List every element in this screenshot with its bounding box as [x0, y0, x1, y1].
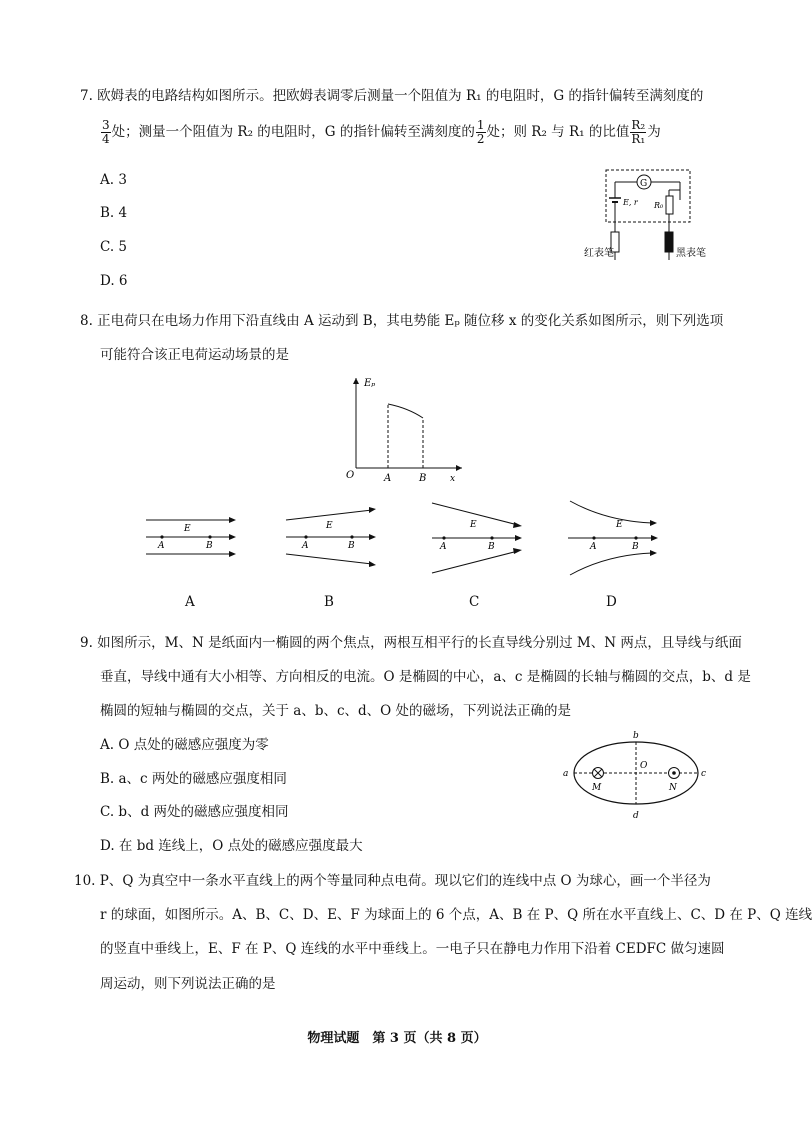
svg-text:N: N	[669, 783, 677, 793]
svg-text:E: E	[326, 521, 333, 531]
rheostat-r0-icon	[666, 196, 673, 214]
q8-option-a-field	[144, 510, 240, 564]
point-a	[592, 536, 595, 539]
svg-text:A: A	[158, 541, 165, 551]
q9-option-b: B. a、c 两处的磁感应强度相同	[100, 771, 287, 787]
q8-ep-x-graph	[340, 372, 470, 487]
svg-text:a: a	[563, 769, 569, 779]
svg-text:红表笔: 红表笔	[584, 248, 614, 259]
svg-text:E: E	[616, 520, 623, 530]
svg-text:B: B	[348, 541, 355, 551]
svg-text:G: G	[640, 179, 648, 189]
q7-option-c: C. 5	[100, 239, 128, 255]
svg-text:O: O	[640, 761, 648, 771]
q9-option-a: A. O 点处的磁感应强度为零	[100, 737, 269, 753]
q10-stem-line4: 周运动，则下列说法正确的是	[100, 976, 276, 992]
svg-text:E, r: E, r	[623, 198, 638, 207]
q7-option-d: D. 6	[100, 273, 128, 289]
q8-stem-line1: 8. 正电荷只在电场力作用下沿直线由 A 运动到 B，其电势能 Eₚ 随位移 x 的变化关系如图所示，则下列选项	[80, 313, 724, 329]
q8-option-b-field	[284, 500, 380, 572]
q8-option-c-label: C	[469, 594, 480, 610]
svg-text:O: O	[346, 470, 355, 481]
point-b	[208, 535, 211, 538]
q10-stem-line1: 10. P、Q 为真空中一条水平直线上的两个等量同种点电荷。现以它们的连线中点 O 为球心，画一个半径为	[74, 873, 711, 889]
point-a	[304, 535, 307, 538]
svg-text:x: x	[450, 474, 456, 484]
q9-stem-line1: 9. 如图所示，M、N 是纸面内一椭圆的两个焦点，两根互相平行的长直导线分别过 M、N 两点，且导线与纸面	[80, 635, 742, 651]
point-b	[350, 535, 353, 538]
svg-text:A: A	[302, 541, 309, 551]
q8-stem-line2: 可能符合该正电荷运动场景的是	[100, 347, 289, 363]
svg-text:B: B	[488, 542, 495, 552]
q8-option-b-label: B	[324, 594, 334, 610]
q7-fraction-1-2: $\frac{1}{2}$	[476, 118, 485, 146]
svg-text:A: A	[590, 542, 597, 552]
q7-fraction-3-4: $\frac{3}{4}$	[102, 118, 110, 146]
q7-fraction-r2-r1: $\frac{\text{R₂}}{\text{R₁}}$	[631, 118, 646, 146]
q8-option-d-label: D	[606, 594, 617, 610]
q9-option-c: C. b、d 两处的磁感应强度相同	[100, 804, 289, 820]
q7-option-a: A. 3	[100, 172, 127, 188]
black-probe-icon	[665, 232, 673, 252]
point-a	[442, 536, 445, 539]
q7-option-b: B. 4	[100, 205, 128, 221]
svg-text:M: M	[592, 783, 602, 793]
svg-text:A: A	[440, 542, 447, 552]
svg-text:B: B	[632, 542, 639, 552]
svg-text:A: A	[384, 473, 392, 484]
page-footer: 物理试题 第 3 页（共 8 页）	[307, 1031, 487, 1046]
q7-stem-line2: $\frac{3}{4}$ 处；测量一个阻值为 R₂ 的电阻时，G 的指针偏转至满刻度的 $\frac{1}{2}$ 处；则 R₂ 与 R₁ 的比值 $\frac{\text{R₂}}{\text{R₁}}$ 为	[102, 118, 661, 146]
q9-stem-line3: 椭圆的短轴与椭圆的交点，关于 a、b、c、d、O 处的磁场，下列说法正确的是	[100, 703, 572, 719]
svg-text:E: E	[470, 520, 477, 530]
svg-text:R₀: R₀	[654, 201, 664, 210]
q8-option-d-field	[566, 495, 662, 577]
svg-text:b: b	[633, 731, 639, 741]
svg-text:B: B	[206, 541, 213, 551]
point-b	[490, 536, 493, 539]
point-a	[160, 535, 163, 538]
svg-text:c: c	[701, 769, 707, 779]
svg-text:黑表笔: 黑表笔	[676, 248, 706, 259]
q9-ellipse-diagram	[560, 728, 707, 824]
q9-stem-line2: 垂直，导线中通有大小相等、方向相反的电流。O 是椭圆的中心，a、c 是椭圆的长轴与椭圆的交点，b、d 是	[100, 669, 751, 685]
q8-option-c-field	[430, 495, 526, 577]
svg-text:d: d	[633, 811, 639, 821]
q8-option-a-label: A	[185, 594, 195, 610]
point-b	[634, 536, 637, 539]
svg-text:Eₚ: Eₚ	[364, 378, 376, 389]
svg-text:E: E	[184, 524, 191, 534]
q9-option-d: D. 在 bd 连线上，O 点处的磁感应强度最大	[100, 838, 363, 854]
q7-ohmmeter-circuit-diagram	[580, 160, 720, 270]
svg-text:B: B	[419, 473, 427, 484]
q10-stem-line3: 的竖直中垂线上，E、F 在 P、Q 连线的水平中垂线上。一电子只在静电力作用下沿着 CEDFC 做匀速圆	[100, 941, 725, 957]
q10-stem-line2: r 的球面，如图所示。A、B、C、D、E、F 为球面上的 6 个点，A、B 在 P、Q 所在水平直线上、C、D 在 P、Q 连线	[100, 907, 812, 923]
q7-stem-line1: 7. 欧姆表的电路结构如图所示。把欧姆表调零后测量一个阻值为 R₁ 的电阻时，G 的指针偏转至满刻度的	[80, 88, 704, 104]
